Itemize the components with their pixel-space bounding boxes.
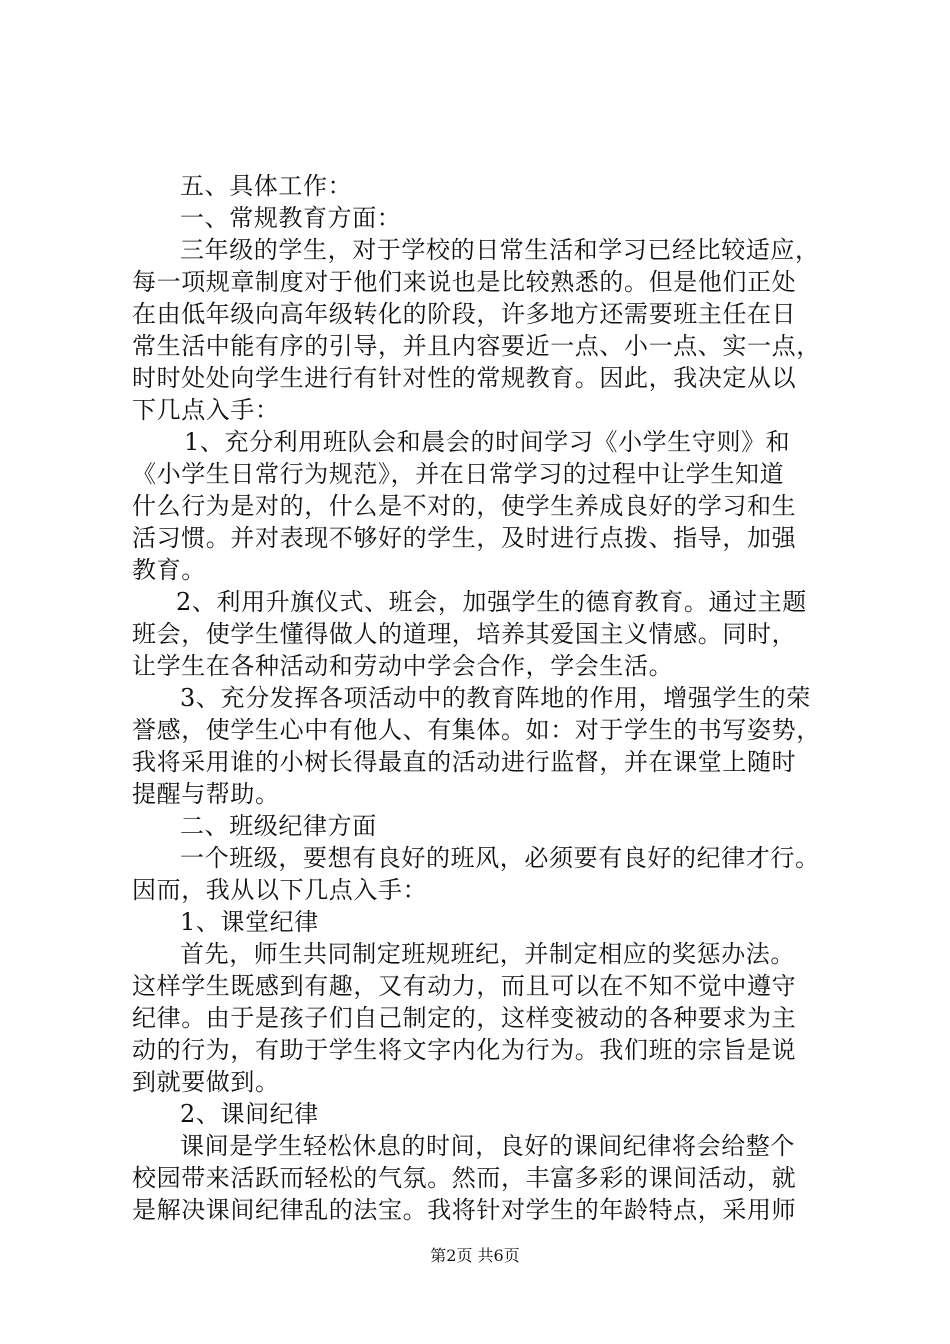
text-line: 常生活中能有序的引导，并且内容要近一点、小一点、实一点， — [132, 332, 821, 360]
text-line: 到就要做到。 — [132, 1068, 280, 1096]
text-line: 让学生在各种活动和劳动中学会合作，学会生活。 — [132, 652, 674, 680]
text-line: 五、具体工作： — [180, 172, 353, 200]
text-line: 提醒与帮助。 — [132, 780, 280, 808]
text-line: 《小学生日常行为规范》，并在日常学习的过程中让学生知道 — [132, 460, 785, 488]
page-footer: 第2页 共6页 — [430, 1246, 520, 1265]
text-line: 纪律。由于是孩子们自己制定的，这样变被动的各种要求为主 — [132, 1004, 797, 1032]
text-line: 是解决课间纪律乱的法宝。我将针对学生的年龄特点，采用师 — [132, 1196, 797, 1224]
text-line: 活习惯。并对表现不够好的学生，及时进行点拨、指导，加强 — [132, 524, 797, 552]
text-line: 2、利用升旗仪式、班会，加强学生的德育教育。通过主题 — [176, 588, 807, 616]
text-line: 校园带来活跃而轻松的气氛。然而，丰富多彩的课间活动，就 — [132, 1164, 797, 1192]
text-line: 每一项规章制度对于他们来说也是比较熟悉的。但是他们正处 — [132, 268, 797, 296]
text-line: 课间是学生轻松休息的时间，良好的课间纪律将会给整个 — [180, 1132, 795, 1160]
text-line: 誉感，使学生心中有他人、有集体。如：对于学生的书写姿势， — [132, 716, 821, 744]
text-line: 首先，师生共同制定班规班纪，并制定相应的奖惩办法。 — [180, 940, 795, 968]
text-line: 2、课间纪律 — [180, 1100, 319, 1128]
text-line: 动的行为，有助于学生将文字内化为行为。我们班的宗旨是说 — [132, 1036, 797, 1064]
text-line: 在由低年级向高年级转化的阶段，许多地方还需要班主任在日 — [132, 300, 797, 328]
text-line: 一个班级，要想有良好的班风，必须要有良好的纪律才行。 — [180, 844, 820, 872]
text-line: 时时处处向学生进行有针对性的常规教育。因此，我决定从以 — [132, 364, 797, 392]
text-line: 教育。 — [132, 556, 206, 584]
text-line: 下几点入手： — [132, 396, 280, 424]
text-line: 班会，使学生懂得做人的道理，培养其爱国主义情感。同时， — [132, 620, 797, 648]
text-line: 1、充分利用班队会和晨会的时间学习《小学生守则》和 — [184, 428, 791, 456]
text-line: 1、课堂纪律 — [180, 908, 319, 936]
text-line: 这样学生既感到有趣，又有动力，而且可以在不知不觉中遵守 — [132, 972, 797, 1000]
text-line: 什么行为是对的，什么是不对的，使学生养成良好的学习和生 — [132, 492, 797, 520]
text-line: 因而，我从以下几点入手： — [132, 876, 428, 904]
text-line: 二、班级纪律方面 — [180, 812, 377, 840]
text-line: 三年级的学生，对于学校的日常生活和学习已经比较适应， — [180, 236, 820, 264]
document-body — [132, 170, 847, 1226]
text-line: 3、充分发挥各项活动中的教育阵地的作用，增强学生的荣 — [180, 684, 811, 712]
text-line: 我将采用谁的小树长得最直的活动进行监督，并在课堂上随时 — [132, 748, 797, 776]
text-line: 一、常规教育方面： — [180, 204, 402, 232]
